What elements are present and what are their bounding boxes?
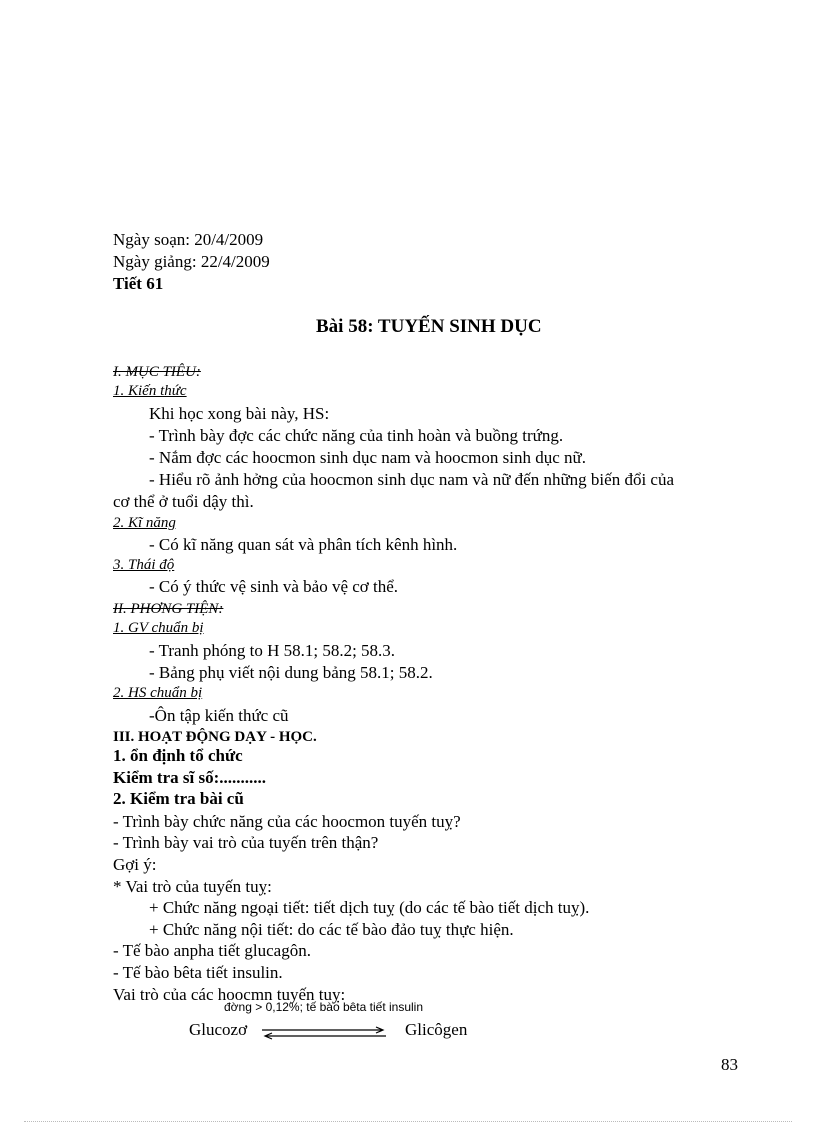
stabilize-heading: 1. ổn định tổ chức bbox=[113, 746, 243, 765]
condition-label: đờng > 0,12%; tế bào bêta tiết insulin bbox=[224, 1000, 424, 1014]
review-line: - Trình bày chức năng của các hoocmon tuyến tuỵ? bbox=[113, 812, 461, 831]
cell-line: - Tế bào bêta tiết insulin. bbox=[113, 963, 283, 982]
section-means-heading: II. PHƠNG TIỆN: bbox=[113, 601, 224, 617]
review-heading: 2. Kiểm tra bài cũ bbox=[113, 789, 244, 808]
teacher-prep-line: - Bảng phụ viết nội dung bảng 58.1; 58.2. bbox=[149, 663, 433, 682]
section-activities-heading: III. HOẠT ĐỘNG DẠY - HỌC. bbox=[113, 729, 317, 745]
knowledge-line: - Trình bày đợc các chức năng của tinh hoàn và buồng trứng. bbox=[149, 426, 564, 445]
footer-divider bbox=[24, 1121, 792, 1122]
glucose-label: Glucozơ bbox=[189, 1020, 248, 1039]
attitude-heading: 3. Thái độ bbox=[113, 557, 175, 573]
skill-heading: 2. Kĩ năng bbox=[113, 515, 176, 531]
teacher-prep-line: - Tranh phóng to H 58.1; 58.2; 58.3. bbox=[149, 641, 396, 660]
review-line: * Vai trò của tuyến tuỵ: bbox=[113, 877, 272, 896]
review-line: - Trình bày vai trò của tuyến trên thận? bbox=[113, 833, 379, 852]
skill-line: - Có kĩ năng quan sát và phân tích kênh hình. bbox=[149, 535, 458, 554]
knowledge-heading: 1. Kiến thức bbox=[113, 383, 187, 399]
student-prep-line: -Ôn tập kiến thức cũ bbox=[149, 706, 289, 725]
knowledge-line: Khi học xong bài này, HS: bbox=[149, 404, 330, 423]
review-line: Gợi ý: bbox=[113, 855, 157, 874]
cell-line: - Tế bào anpha tiết glucagôn. bbox=[113, 941, 311, 960]
page-number: 83 bbox=[721, 1055, 738, 1074]
knowledge-line: cơ thể ở tuổi dậy thì. bbox=[113, 492, 254, 511]
lesson-title: Bài 58: TUYẾN SINH DỤC bbox=[316, 316, 542, 337]
teacher-prep-heading: 1. GV chuẩn bị bbox=[113, 620, 204, 636]
teach-date: Ngày giảng: 22/4/2009 bbox=[113, 252, 270, 271]
knowledge-line: - Nắm đợc các hoocmon sinh dục nam và hoocmon sinh dục nữ. bbox=[149, 448, 586, 467]
function-line: + Chức năng nội tiết: do các tế bào đảo tuỵ thực hiện. bbox=[149, 920, 514, 939]
student-prep-heading: 2. HS chuẩn bị bbox=[113, 685, 203, 701]
attendance-line: Kiểm tra sĩ số:........... bbox=[113, 768, 266, 787]
cell-line: Vai trò của các hoocmn tuyến tuỵ: bbox=[113, 985, 346, 1004]
period-label: Tiết 61 bbox=[113, 274, 164, 293]
prep-date: Ngày soạn: 20/4/2009 bbox=[113, 230, 264, 249]
attitude-line: - Có ý thức vệ sinh và bảo vệ cơ thể. bbox=[149, 577, 399, 596]
reversible-arrow-icon bbox=[260, 1026, 388, 1042]
section-objectives-heading: I. MỤC TIÊU: bbox=[113, 364, 201, 380]
conversion-diagram bbox=[186, 1000, 486, 1048]
function-line: + Chức năng ngoại tiết: tiết dịch tuỵ (do các tế bào tiết dịch tuỵ). bbox=[149, 898, 590, 917]
glycogen-label: Glicôgen bbox=[405, 1020, 468, 1039]
knowledge-line: - Hiểu rõ ảnh hởng của hoocmon sinh dục nam và nữ đến những biến đổi của bbox=[149, 470, 675, 489]
